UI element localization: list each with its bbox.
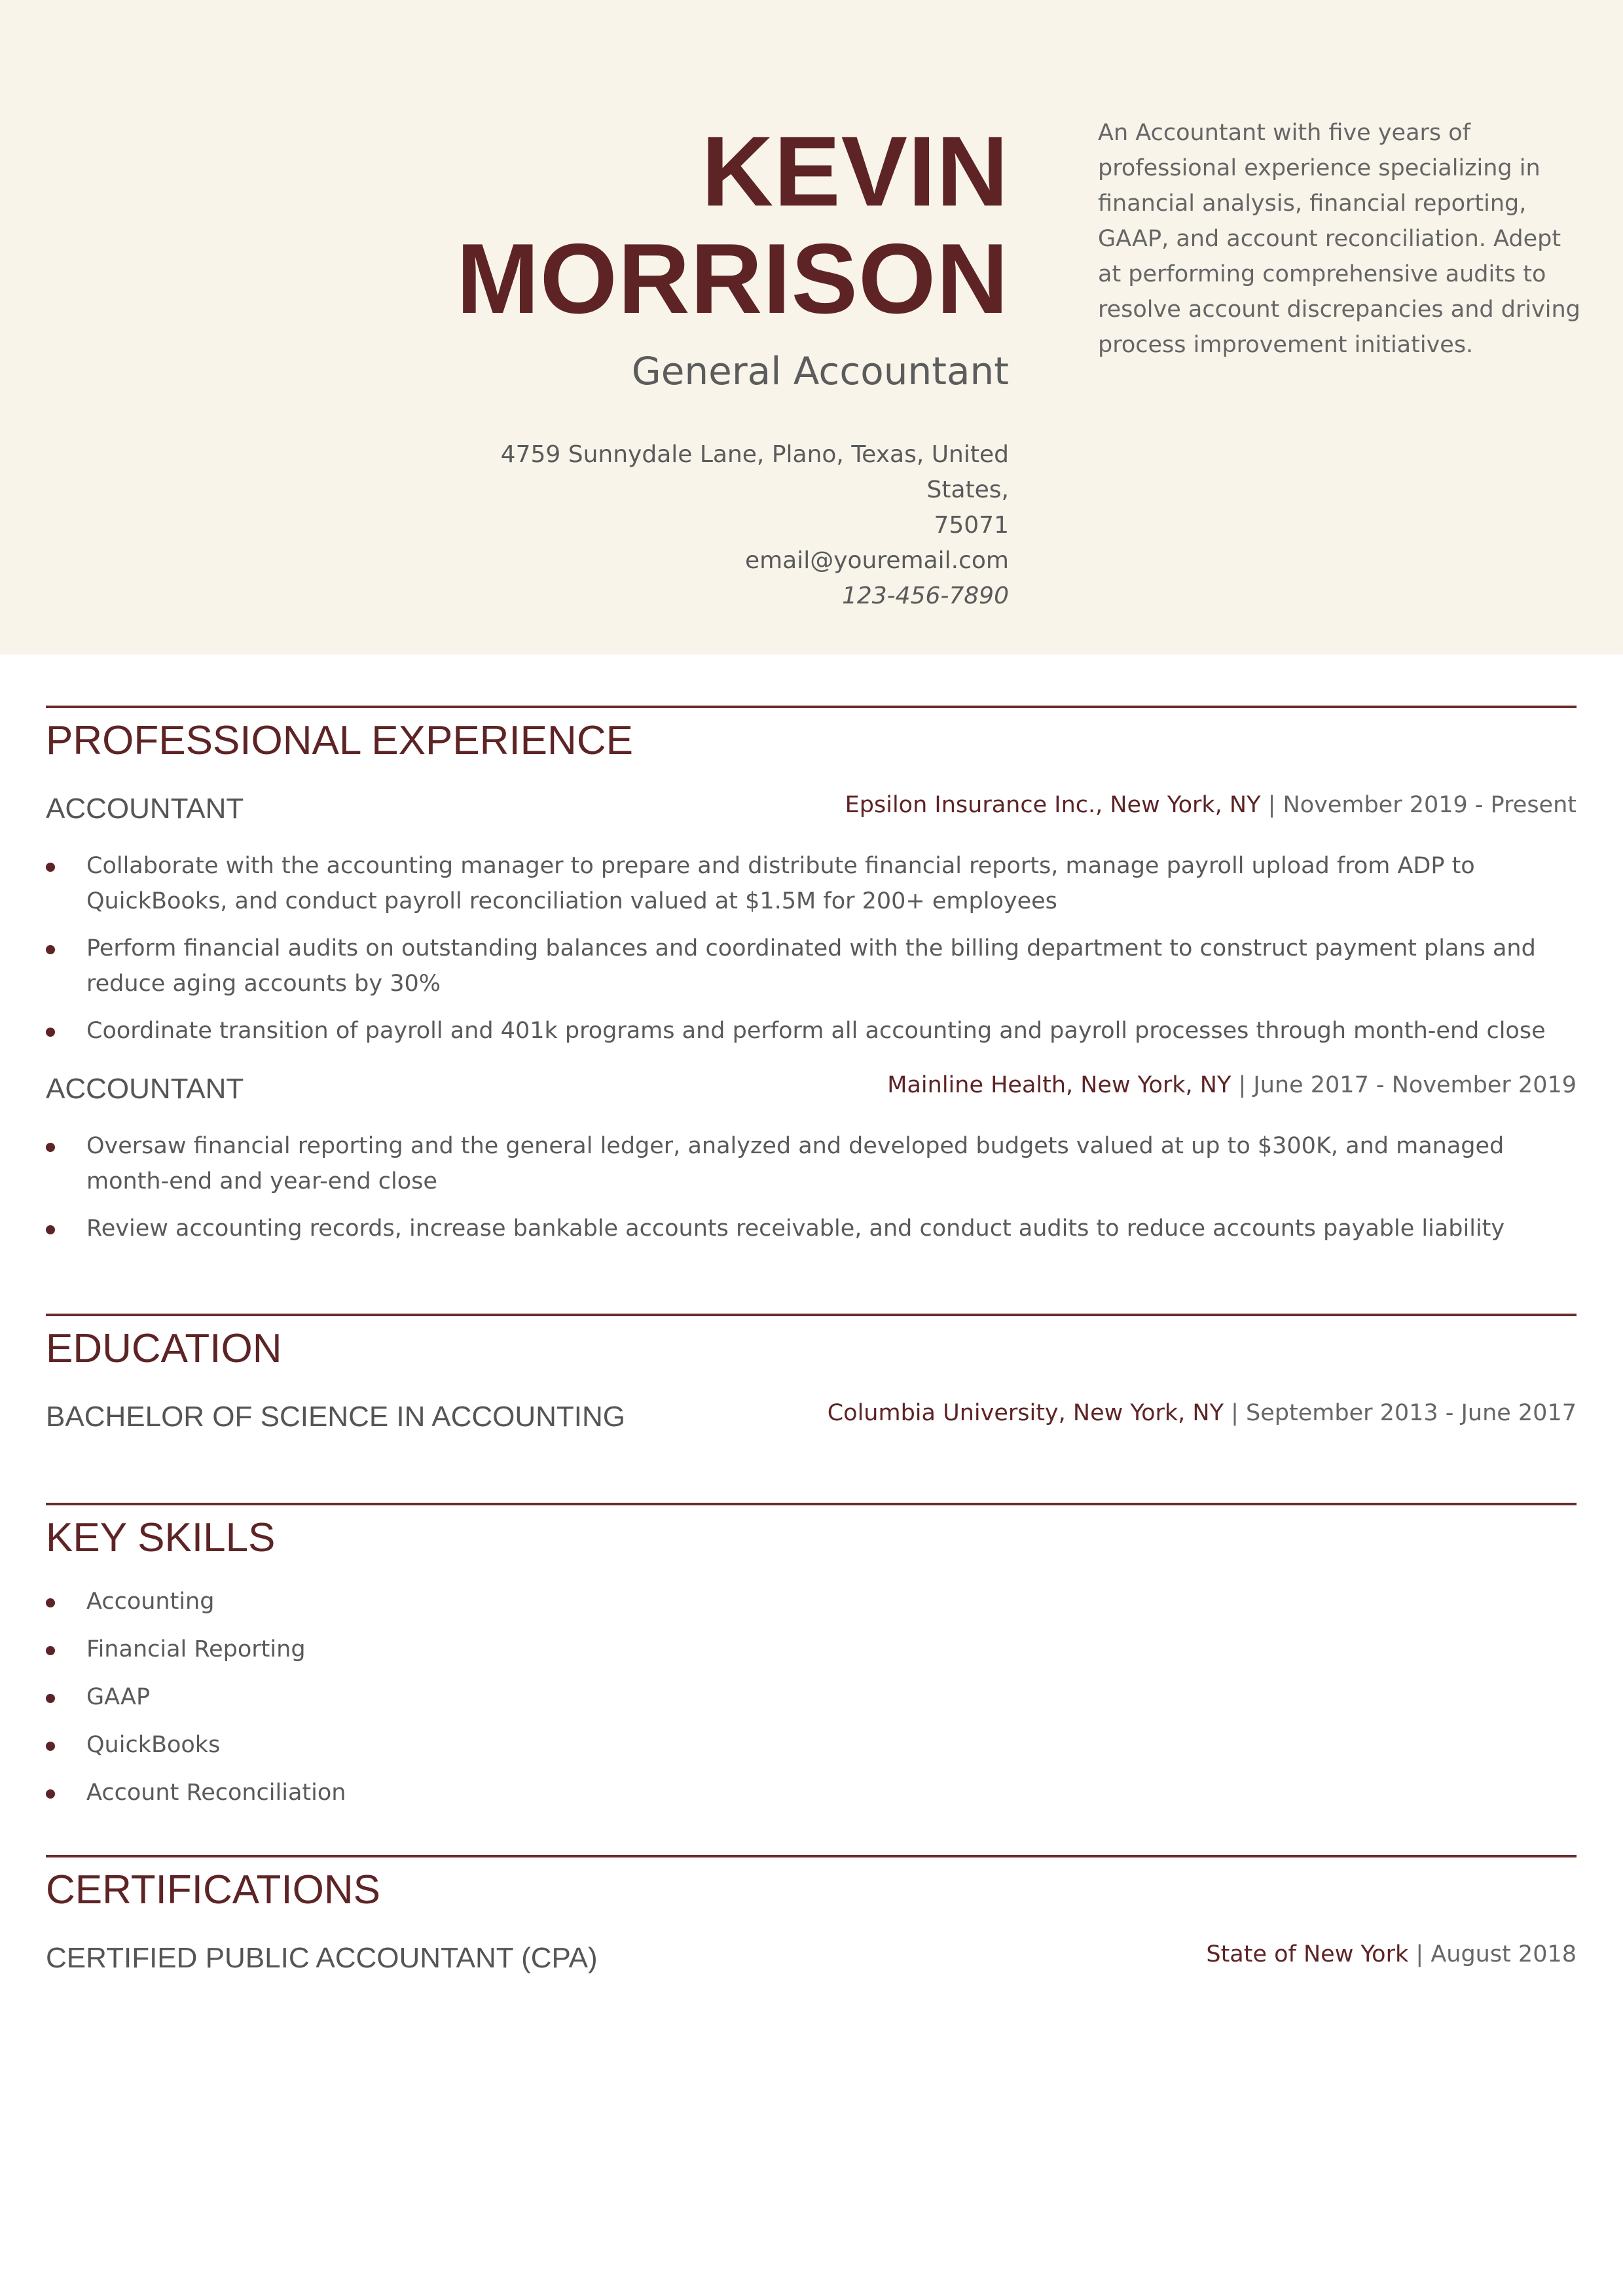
job-org: Epsilon Insurance Inc., New York, NY bbox=[845, 792, 1261, 818]
last-name: MORRISON bbox=[456, 223, 1009, 334]
certification-name: CERTIFIED PUBLIC ACCOUNTANT (CPA) bbox=[46, 1942, 598, 1974]
header-band bbox=[0, 0, 1623, 655]
list-item bbox=[46, 1727, 1577, 1763]
certifications-section bbox=[46, 1855, 1577, 1978]
job-meta bbox=[845, 785, 1577, 825]
email[interactable]: email@youremail.com bbox=[744, 547, 1009, 574]
school: Columbia University, New York, NY bbox=[827, 1400, 1224, 1426]
experience-section bbox=[46, 706, 1577, 1258]
job-dates: November 2019 - Present bbox=[1283, 792, 1577, 818]
degree: BACHELOR OF SCIENCE IN ACCOUNTING bbox=[46, 1401, 626, 1433]
job-bullets bbox=[46, 848, 1577, 1049]
skill-text: Accounting bbox=[86, 1588, 215, 1615]
bullet-dot-icon bbox=[46, 1225, 55, 1234]
bullet-text: Oversaw financial reporting and the general ledger, analyzed and developed budgets valued at up to $300K, and managed month-end and year-end close bbox=[86, 1133, 1504, 1194]
list-item bbox=[46, 931, 1577, 1001]
bullet-dot-icon bbox=[46, 1694, 55, 1703]
bullet-text: Coordinate transition of payroll and 401k programs and perform all accounting and payroll processes through month-end close bbox=[86, 1018, 1546, 1044]
job-role: ACCOUNTANT bbox=[46, 793, 244, 825]
certification-meta bbox=[1206, 1935, 1577, 1974]
name-block bbox=[420, 118, 1009, 614]
skill-text: QuickBooks bbox=[86, 1732, 221, 1758]
list-item bbox=[46, 1632, 1577, 1667]
education-dates: September 2013 - June 2017 bbox=[1246, 1400, 1577, 1426]
job-role: ACCOUNTANT bbox=[46, 1073, 244, 1105]
bullet-text: Collaborate with the accounting manager to prepare and distribute financial reports, manage payroll upload from ADP to QuickBooks, and conduct payroll reconciliation valued at $1.5M for 200+ employees bbox=[86, 853, 1475, 914]
certification-dates: August 2018 bbox=[1431, 1941, 1577, 1967]
job-meta bbox=[887, 1066, 1577, 1105]
list-item bbox=[46, 1128, 1577, 1199]
bullet-dot-icon bbox=[46, 1598, 55, 1607]
skills-list bbox=[46, 1584, 1577, 1810]
certification-header bbox=[46, 1939, 1577, 1978]
section-divider bbox=[46, 1503, 1577, 1505]
job-title: General Accountant bbox=[631, 349, 1009, 393]
section-divider bbox=[46, 1314, 1577, 1316]
section-divider bbox=[46, 706, 1577, 708]
section-title-experience: PROFESSIONAL EXPERIENCE bbox=[46, 718, 633, 763]
list-item bbox=[46, 1584, 1577, 1619]
section-title-certifications: CERTIFICATIONS bbox=[46, 1867, 380, 1912]
certification-org: State of New York bbox=[1206, 1941, 1409, 1967]
job-dates: June 2017 - November 2019 bbox=[1253, 1072, 1577, 1098]
section-divider bbox=[46, 1855, 1577, 1857]
bullet-dot-icon bbox=[46, 863, 55, 872]
bullet-dot-icon bbox=[46, 1028, 55, 1037]
list-item bbox=[46, 1211, 1577, 1246]
education-meta bbox=[828, 1393, 1577, 1433]
section-title-skills: KEY SKILLS bbox=[46, 1515, 276, 1560]
section-title-education: EDUCATION bbox=[46, 1326, 282, 1371]
bullet-dot-icon bbox=[46, 1143, 55, 1152]
bullet-dot-icon bbox=[46, 1646, 55, 1655]
meta-separator: | bbox=[1260, 792, 1283, 818]
address-line2: 75071 bbox=[934, 512, 1009, 539]
list-item bbox=[46, 1679, 1577, 1715]
list-item bbox=[46, 848, 1577, 919]
education-section bbox=[46, 1314, 1577, 1437]
skill-text: GAAP bbox=[86, 1684, 151, 1710]
address-line1: 4759 Sunnydale Lane, Plano, Texas, United States, bbox=[500, 441, 1009, 503]
bullet-text: Review accounting records, increase bankable accounts receivable, and conduct audits to reduce accounts payable liability bbox=[86, 1215, 1505, 1242]
job-header bbox=[46, 1069, 1577, 1109]
skill-text: Account Reconciliation bbox=[86, 1780, 346, 1806]
job-org: Mainline Health, New York, NY bbox=[887, 1072, 1231, 1098]
contact-block bbox=[420, 437, 1009, 614]
bullet-dot-icon bbox=[46, 1789, 55, 1799]
job-header bbox=[46, 789, 1577, 829]
skill-text: Financial Reporting bbox=[86, 1636, 306, 1662]
phone[interactable]: 123-456-7890 bbox=[841, 583, 1009, 609]
meta-separator: | bbox=[1231, 1072, 1254, 1098]
skills-section bbox=[46, 1503, 1577, 1823]
job-bullets bbox=[46, 1128, 1577, 1246]
first-name: KEVIN bbox=[701, 116, 1009, 227]
bullet-dot-icon bbox=[46, 945, 55, 954]
education-header bbox=[46, 1397, 1577, 1437]
bullet-text: Perform financial audits on outstanding balances and coordinated with the billing department to construct payment plans and reduce aging accounts by 30% bbox=[86, 935, 1536, 997]
list-item bbox=[46, 1013, 1577, 1049]
meta-separator: | bbox=[1223, 1400, 1247, 1426]
bullet-dot-icon bbox=[46, 1742, 55, 1751]
list-item bbox=[46, 1775, 1577, 1810]
summary: An Accountant with five years of professional experience specializing in financial analysis, financial reporting, GAAP, and account reconciliation. Adept at performing comprehensive audits to resolve account discrepancies and driving process improvement initiatives. bbox=[1098, 120, 1580, 358]
meta-separator: | bbox=[1408, 1941, 1431, 1967]
